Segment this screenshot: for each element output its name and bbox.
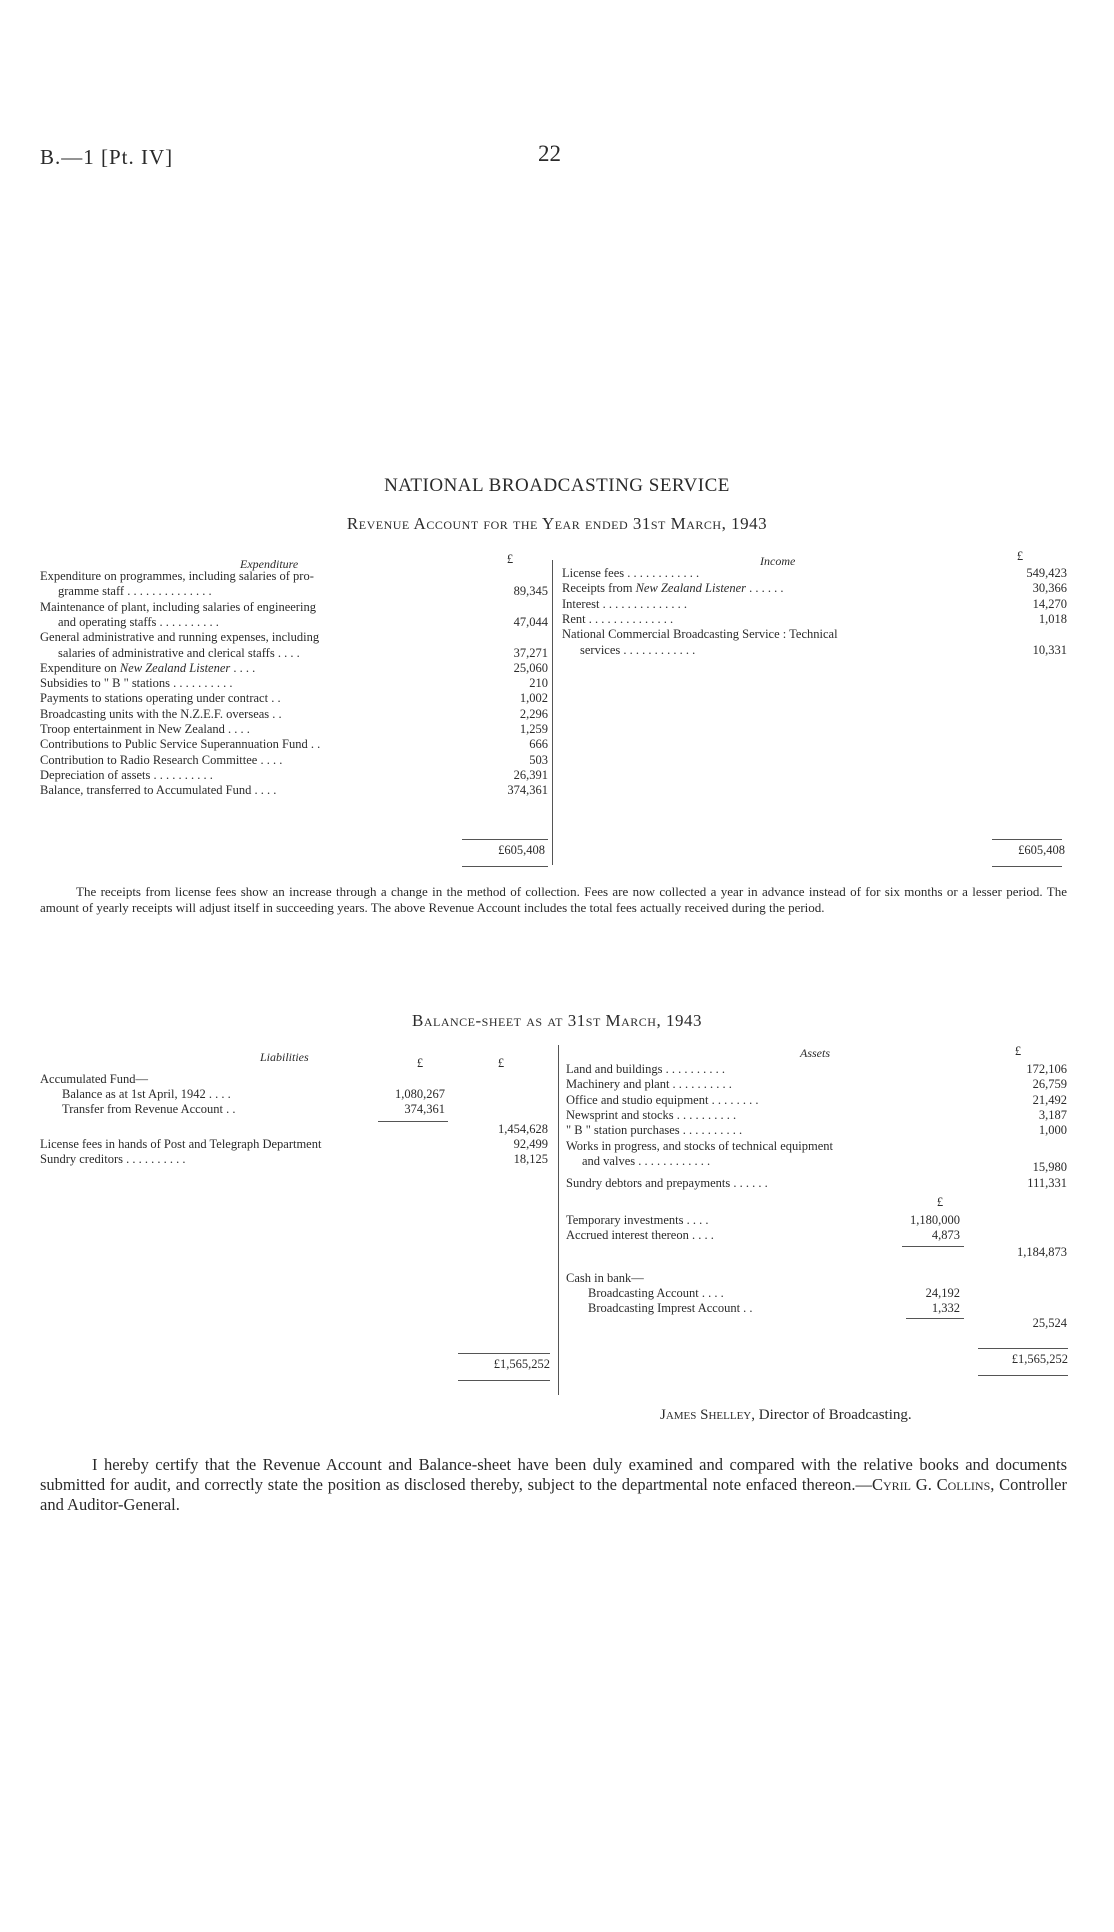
license-fees-label: License fees in hands of Post and Telegraph Department: [40, 1137, 322, 1151]
liabilities-pound-total: £: [497, 1056, 505, 1070]
asset-item-label: Office and studio equipment . . . . . . . .: [566, 1092, 759, 1107]
income-pound-header: £: [1016, 549, 1024, 563]
expenditure-item-label: Balance, transferred to Accumulated Fund . . . .: [40, 783, 277, 798]
expenditure-item-amount: 503: [529, 752, 548, 767]
publication-title: New Zealand Listener: [119, 660, 231, 675]
asset-item-amount: 21,492: [1032, 1092, 1067, 1107]
document-reference: B.—1 [Pt. IV]: [40, 145, 174, 169]
expenditure-item-amount: 1,002: [519, 691, 548, 706]
revenue-account-title: Revenue Account for the Year ended 31st March, 1943: [346, 514, 768, 533]
balance-amount: 1,080,267: [395, 1087, 445, 1101]
expenditure-item-amount: 210: [529, 676, 548, 691]
expenditure-item-label: General administrative and running expenses, including: [40, 630, 320, 645]
accumulated-fund-label: Accumulated Fund—: [40, 1072, 148, 1086]
income-item-amount: 10,331: [1032, 642, 1067, 657]
certificate-text: I hereby certify that the Revenue Account and Balance-sheet have been duly examined and compared with the relative books and documents submitted for audit, and correctly state the position as disclosed thereby, subject to the departmental note enfaced thereon.—: [40, 1455, 1067, 1494]
sundry-debtors-amount: 111,331: [1027, 1176, 1067, 1190]
balance-sheet-title: Balance-sheet as at 31st March, 1943: [412, 1011, 702, 1030]
expenditure-item-label: Troop entertainment in New Zealand . . . .: [40, 722, 250, 736]
expenditure-item-label: Maintenance of plant, including salaries of engineering: [40, 599, 316, 614]
transfer-label: Transfer from Revenue Account . .: [62, 1102, 236, 1116]
transfer-amount: 374,361: [404, 1102, 445, 1116]
works-in-progress-label-cont: and valves . . . . . . . . . . . .: [582, 1154, 711, 1168]
income-item-label: National Commercial Broadcasting Service : Technical: [562, 627, 838, 642]
page-title: NATIONAL BROADCASTING SERVICE: [384, 475, 730, 496]
income-item-label: Rent . . . . . . . . . . . . . .: [562, 611, 674, 626]
expenditure-item-amount: 26,391: [513, 767, 548, 782]
fund-subtotal-rule: [378, 1121, 448, 1122]
expenditure-item-label-cont: and operating staffs . . . . . . . . . .: [58, 614, 219, 629]
expenditure-item-label: Contributions to Public Service Superannuation Fund . .: [40, 737, 321, 752]
auditor-title: , Controller and Auditor-General.: [40, 1475, 1067, 1514]
director-title: , Director of Broadcasting.: [751, 1407, 912, 1423]
assets-heading: Assets: [800, 1046, 830, 1060]
temporary-investments-label: Temporary investments . . . .: [566, 1213, 709, 1227]
assets-pound-sub: £: [936, 1195, 944, 1209]
expenditure-item-label: Depreciation of assets . . . . . . . . . .: [40, 767, 213, 782]
accrued-interest-label: Accrued interest thereon . . . .: [566, 1228, 714, 1242]
works-in-progress-amount: 15,980: [1032, 1160, 1067, 1174]
expenditure-item-amount: 89,345: [513, 584, 548, 599]
auditor-name: Cyril G. Collins: [872, 1475, 991, 1494]
investments-subtotal-rule: [902, 1246, 964, 1247]
expenditure-item-amount: 25,060: [513, 660, 548, 675]
temporary-investments-amount: 1,180,000: [910, 1213, 960, 1227]
accrued-interest-amount: 4,873: [931, 1228, 960, 1242]
income-item-amount: 14,270: [1032, 596, 1067, 611]
asset-item-amount: 1,000: [1038, 1123, 1067, 1138]
income-total-underline: [992, 866, 1062, 867]
broadcasting-account-amount: 24,192: [925, 1286, 960, 1300]
income-item-amount: 1,018: [1038, 611, 1067, 626]
expenditure-item-label: Payments to stations operating under contract . .: [40, 691, 281, 706]
income-total: £605,408: [1018, 843, 1065, 857]
income-total-rule: [992, 839, 1062, 840]
liabilities-heading: Liabilities: [260, 1050, 309, 1064]
expenditure-item-label-cont: salaries of administrative and clerical staffs . . . .: [58, 645, 300, 660]
income-item-amount: 549,423: [1026, 566, 1067, 580]
revenue-note: The receipts from license fees show an increase through a change in the method of collection. Fees are now collected a year in advance instead of for six months or a lesser period. The amount of yearly receipts will adjust itself in succeeding years. The above Revenue Account includes the total fees actually received during the period.: [40, 884, 1067, 915]
sundry-creditors-label: Sundry creditors . . . . . . . . . .: [40, 1152, 186, 1166]
income-item-label: Receipts from New Zealand Listener . . . . . .: [562, 581, 784, 596]
page-number: 22: [538, 141, 561, 166]
income-item-amount: 30,366: [1032, 581, 1067, 596]
imprest-account-amount: 1,332: [931, 1301, 960, 1315]
assets-total: £1,565,252: [1011, 1352, 1068, 1366]
director-name: James Shelley: [660, 1407, 752, 1423]
expenditure-item-amount: 666: [529, 737, 548, 752]
publication-title: New Zealand Listener: [635, 581, 747, 596]
revenue-column-divider: [552, 560, 553, 865]
liabilities-pound-sub: £: [416, 1056, 424, 1070]
asset-item-label: Machinery and plant . . . . . . . . . .: [566, 1077, 732, 1092]
expenditure-item-amount: 1,259: [519, 722, 548, 736]
broadcasting-account-label: Broadcasting Account . . . .: [588, 1286, 724, 1300]
asset-item-label: " B " station purchases . . . . . . . . . .: [566, 1123, 743, 1138]
sundry-creditors-amount: 18,125: [513, 1152, 548, 1166]
expenditure-item-amount: 374,361: [507, 783, 548, 798]
liabilities-total: £1,565,252: [493, 1357, 550, 1371]
income-item-label-cont: services . . . . . . . . . . . .: [580, 642, 696, 657]
assets-total-underline: [978, 1375, 1068, 1376]
asset-item-amount: 26,759: [1032, 1077, 1067, 1092]
liabilities-total-underline: [458, 1380, 550, 1381]
asset-item-amount: 172,106: [1026, 1062, 1067, 1076]
income-heading: Income: [760, 554, 796, 568]
expenditure-item-label: Broadcasting units with the N.Z.E.F. overseas . .: [40, 706, 282, 721]
expenditure-total-rule: [462, 839, 548, 840]
sundry-debtors-label: Sundry debtors and prepayments . . . . . .: [566, 1176, 768, 1190]
expenditure-item-label: Expenditure on programmes, including salaries of pro-: [40, 569, 314, 583]
assets-pound-total: £: [1014, 1044, 1022, 1058]
expenditure-item-amount: 47,044: [513, 614, 548, 629]
imprest-account-label: Broadcasting Imprest Account . .: [588, 1301, 753, 1315]
cash-subtotal-rule: [906, 1318, 964, 1319]
income-item-label: Interest . . . . . . . . . . . . . .: [562, 596, 687, 611]
signature-line: [660, 1407, 912, 1424]
expenditure-item-label-cont: gramme staff . . . . . . . . . . . . . .: [58, 584, 212, 599]
expenditure-item-label: Subsidies to " B " stations . . . . . . . . . .: [40, 676, 233, 691]
fund-total: 1,454,628: [498, 1122, 548, 1136]
audit-certificate: [40, 1455, 1067, 1515]
asset-item-amount: 3,187: [1038, 1107, 1067, 1122]
income-item-label: License fees . . . . . . . . . . . .: [562, 566, 700, 580]
asset-item-label: Newsprint and stocks . . . . . . . . . .: [566, 1107, 737, 1122]
works-in-progress-label: Works in progress, and stocks of technical equipment: [566, 1139, 833, 1153]
expenditure-total-underline: [462, 866, 548, 867]
expenditure-item-amount: 37,271: [513, 645, 548, 660]
assets-total-rule: [978, 1348, 1068, 1349]
expenditure-item-label: Contribution to Radio Research Committee . . . .: [40, 752, 283, 767]
expenditure-item-amount: 2,296: [519, 706, 548, 721]
expenditure-heading: Expenditure: [240, 557, 299, 571]
investments-total: 1,184,873: [1017, 1245, 1067, 1259]
expenditure-total: £605,408: [498, 843, 545, 857]
expenditure-pound-header: £: [506, 552, 514, 566]
license-fees-amount: 92,499: [513, 1137, 548, 1151]
liabilities-total-rule: [458, 1353, 550, 1354]
balance-label: Balance as at 1st April, 1942 . . . .: [62, 1087, 231, 1101]
expenditure-item-label: Expenditure on New Zealand Listener . . . .: [40, 660, 256, 675]
cash-in-bank-label: Cash in bank—: [566, 1271, 644, 1285]
asset-item-label: Land and buildings . . . . . . . . . .: [566, 1062, 726, 1076]
balance-column-divider: [558, 1045, 559, 1395]
cash-total: 25,524: [1032, 1316, 1067, 1330]
